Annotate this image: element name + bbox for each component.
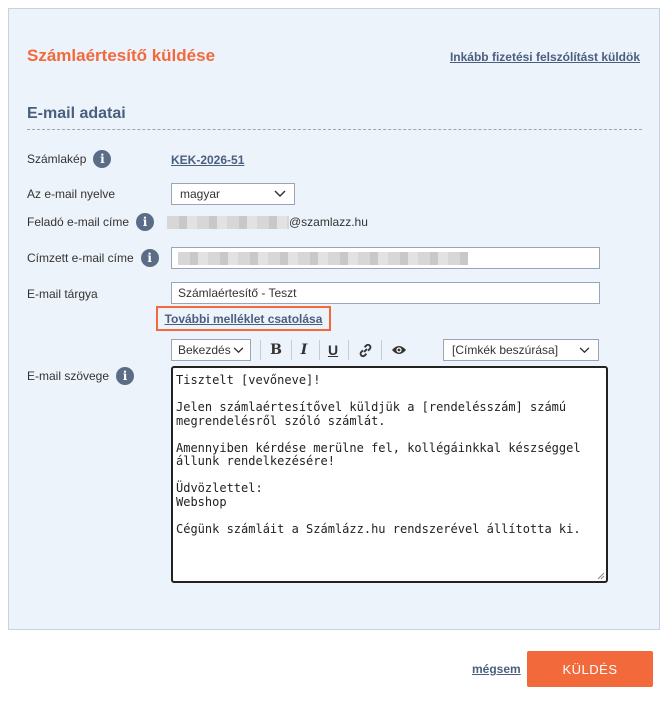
format-value: Bekezdés (178, 343, 231, 357)
sender-label: Feladó e-mail címe (27, 215, 130, 229)
link-icon (358, 343, 373, 358)
recipient-label: Címzett e-mail címe (27, 251, 134, 265)
language-select[interactable] (171, 183, 295, 205)
attach-highlight (156, 306, 331, 331)
page-title: Számlaértesítő küldése (27, 46, 216, 65)
section-title: E-mail adatai (27, 105, 126, 122)
toolbar-separator (348, 340, 349, 360)
underline-button[interactable]: U (327, 342, 339, 358)
sender-email (167, 215, 368, 229)
subject-label: E-mail tárgya (27, 287, 98, 301)
recipient-label-row (27, 249, 159, 267)
info-icon[interactable]: i (116, 367, 134, 385)
attach-file-link[interactable]: További melléklet csatolása (164, 311, 323, 326)
bold-button[interactable]: B (270, 342, 282, 358)
email-panel (8, 8, 660, 630)
section-divider (27, 129, 642, 130)
redacted-email (167, 216, 289, 229)
invoice-number-link[interactable]: KEK-2026-51 (171, 153, 245, 167)
paragraph-format-select[interactable] (171, 339, 251, 361)
sender-domain: @szamlazz.hu (289, 215, 368, 229)
eye-icon (391, 344, 407, 356)
chevron-down-icon (579, 347, 590, 354)
cancel-link[interactable]: mégsem (472, 662, 521, 676)
toolbar-separator (319, 340, 320, 360)
tags-insert-select[interactable] (443, 339, 599, 361)
language-label: Az e-mail nyelve (27, 187, 116, 201)
info-icon[interactable]: i (93, 150, 111, 168)
info-icon[interactable]: i (141, 249, 159, 267)
preview-button[interactable] (388, 339, 410, 361)
toolbar-separator (260, 340, 261, 360)
body-label-row (27, 367, 134, 385)
send-button[interactable]: KÜLDÉS (527, 651, 653, 687)
language-value: magyar (180, 187, 221, 201)
resize-handle-icon[interactable] (597, 572, 605, 580)
tags-value: [Címkék beszúrása] (452, 343, 559, 357)
redacted-email (178, 252, 468, 265)
subject-input[interactable] (171, 282, 600, 304)
sender-label-row (27, 213, 154, 231)
info-icon[interactable]: i (136, 213, 154, 231)
subject-value: Számlaértesítő - Teszt (178, 286, 297, 300)
payment-reminder-link[interactable]: Inkább fizetési felszólítást küldök (449, 50, 640, 64)
chevron-down-icon (274, 190, 286, 198)
recipient-email-input[interactable] (171, 247, 600, 269)
invoice-label-row (27, 150, 111, 168)
toolbar-separator (381, 340, 382, 360)
italic-button[interactable]: I (300, 342, 308, 358)
toolbar-separator (291, 340, 292, 360)
email-body-textarea[interactable]: Tisztelt [vevőneve]! Jelen számlaértesítővel küldjük a [rendelésszám] számú megrendelésről szóló számlát. Amennyiben kérdése merülne fel, kollégáinkkal készséggel állunk rendelkezésére! Üdvözlettel: Webshop Cégünk számláit a Számlázz.hu rendszerével állította ki. (171, 366, 608, 583)
link-button[interactable] (355, 339, 375, 361)
chevron-down-icon (233, 347, 244, 354)
body-label: E-mail szövege (27, 369, 110, 383)
invoice-label: Számlakép (27, 152, 87, 166)
